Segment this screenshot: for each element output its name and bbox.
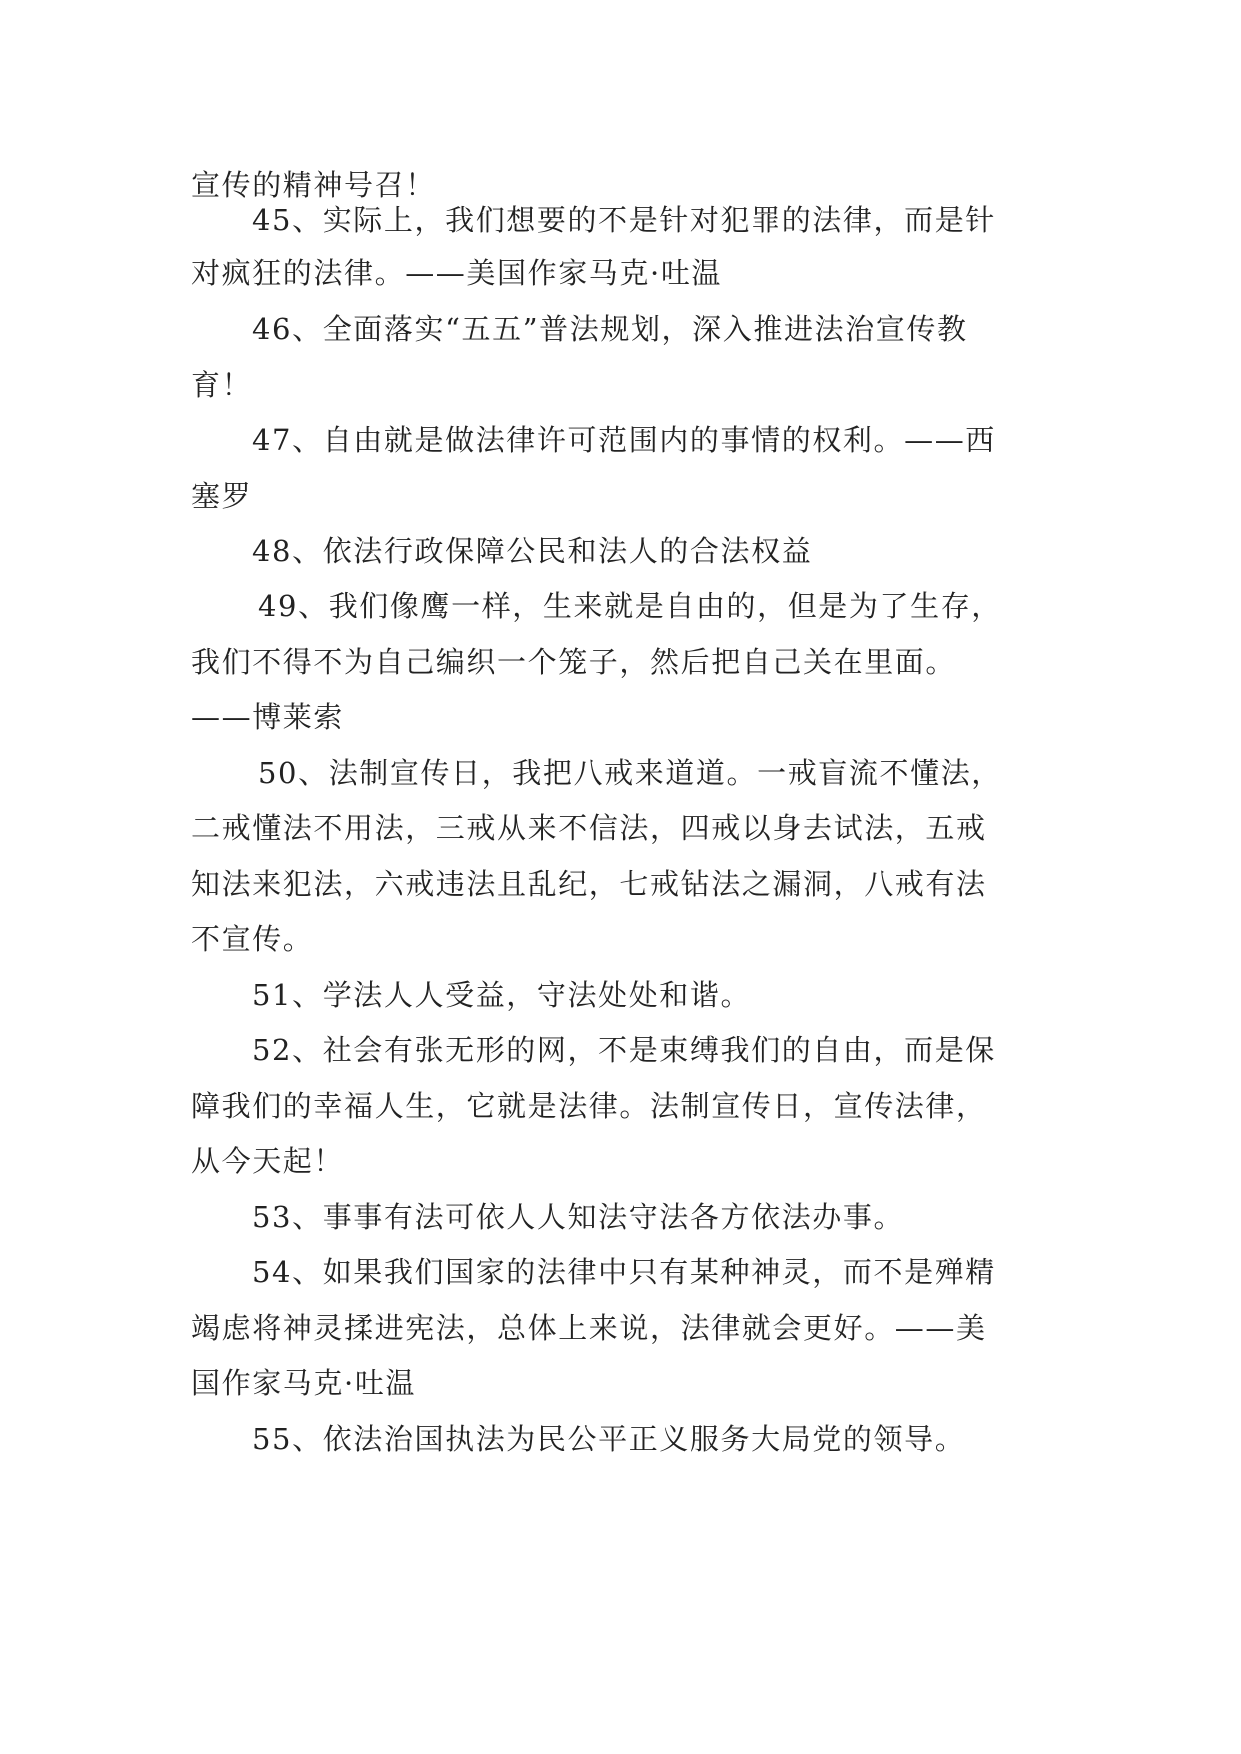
- text-line-22: 竭虑将神灵揉进宪法，总体上来说，法律就会更好。——美: [191, 1311, 987, 1345]
- text-line-4: 46、全面落实“五五”普法规划，深入推进法治宣传教: [252, 312, 968, 346]
- text-line-12: 50、法制宣传日，我把八戒来道道。一戒盲流不懂法，: [258, 756, 1002, 790]
- text-line-18: 障我们的幸福人生，它就是法律。法制宣传日，宣传法律，: [191, 1089, 987, 1123]
- text-line-13: 二戒懂法不用法，三戒从来不信法，四戒以身去试法，五戒: [191, 811, 987, 845]
- text-line-10: 我们不得不为自己编织一个笼子，然后把自己关在里面。: [191, 645, 957, 679]
- text-line-2: 45、实际上，我们想要的不是针对犯罪的法律，而是针: [252, 203, 996, 237]
- text-line-1: 宣传的精神号召！: [191, 168, 436, 202]
- text-line-21: 54、如果我们国家的法律中只有某种神灵，而不是殚精: [252, 1255, 996, 1289]
- text-line-11: ——博莱索: [191, 700, 345, 734]
- text-line-14: 知法来犯法，六戒违法且乱纪，七戒钻法之漏洞，八戒有法: [191, 867, 987, 901]
- text-line-20: 53、事事有法可依人人知法守法各方依法办事。: [252, 1200, 905, 1234]
- text-line-5: 育！: [191, 368, 253, 402]
- text-line-8: 48、依法行政保障公民和法人的合法权益: [252, 534, 813, 568]
- text-line-16: 51、学法人人受益，守法处处和谐。: [252, 978, 752, 1012]
- text-line-23: 国作家马克·吐温: [191, 1366, 417, 1400]
- text-line-7: 塞罗: [191, 479, 253, 513]
- text-line-17: 52、社会有张无形的网，不是束缚我们的自由，而是保: [252, 1033, 996, 1067]
- text-line-9: 49、我们像鹰一样，生来就是自由的，但是为了生存，: [258, 589, 1002, 623]
- text-line-19: 从今天起！: [191, 1144, 345, 1178]
- text-line-6: 47、自由就是做法律许可范围内的事情的权利。——西: [252, 423, 996, 457]
- text-line-3: 对疯狂的法律。——美国作家马克·吐温: [191, 256, 723, 290]
- text-line-24: 55、依法治国执法为民公平正义服务大局党的领导。: [252, 1422, 966, 1456]
- text-line-15: 不宣传。: [191, 922, 314, 956]
